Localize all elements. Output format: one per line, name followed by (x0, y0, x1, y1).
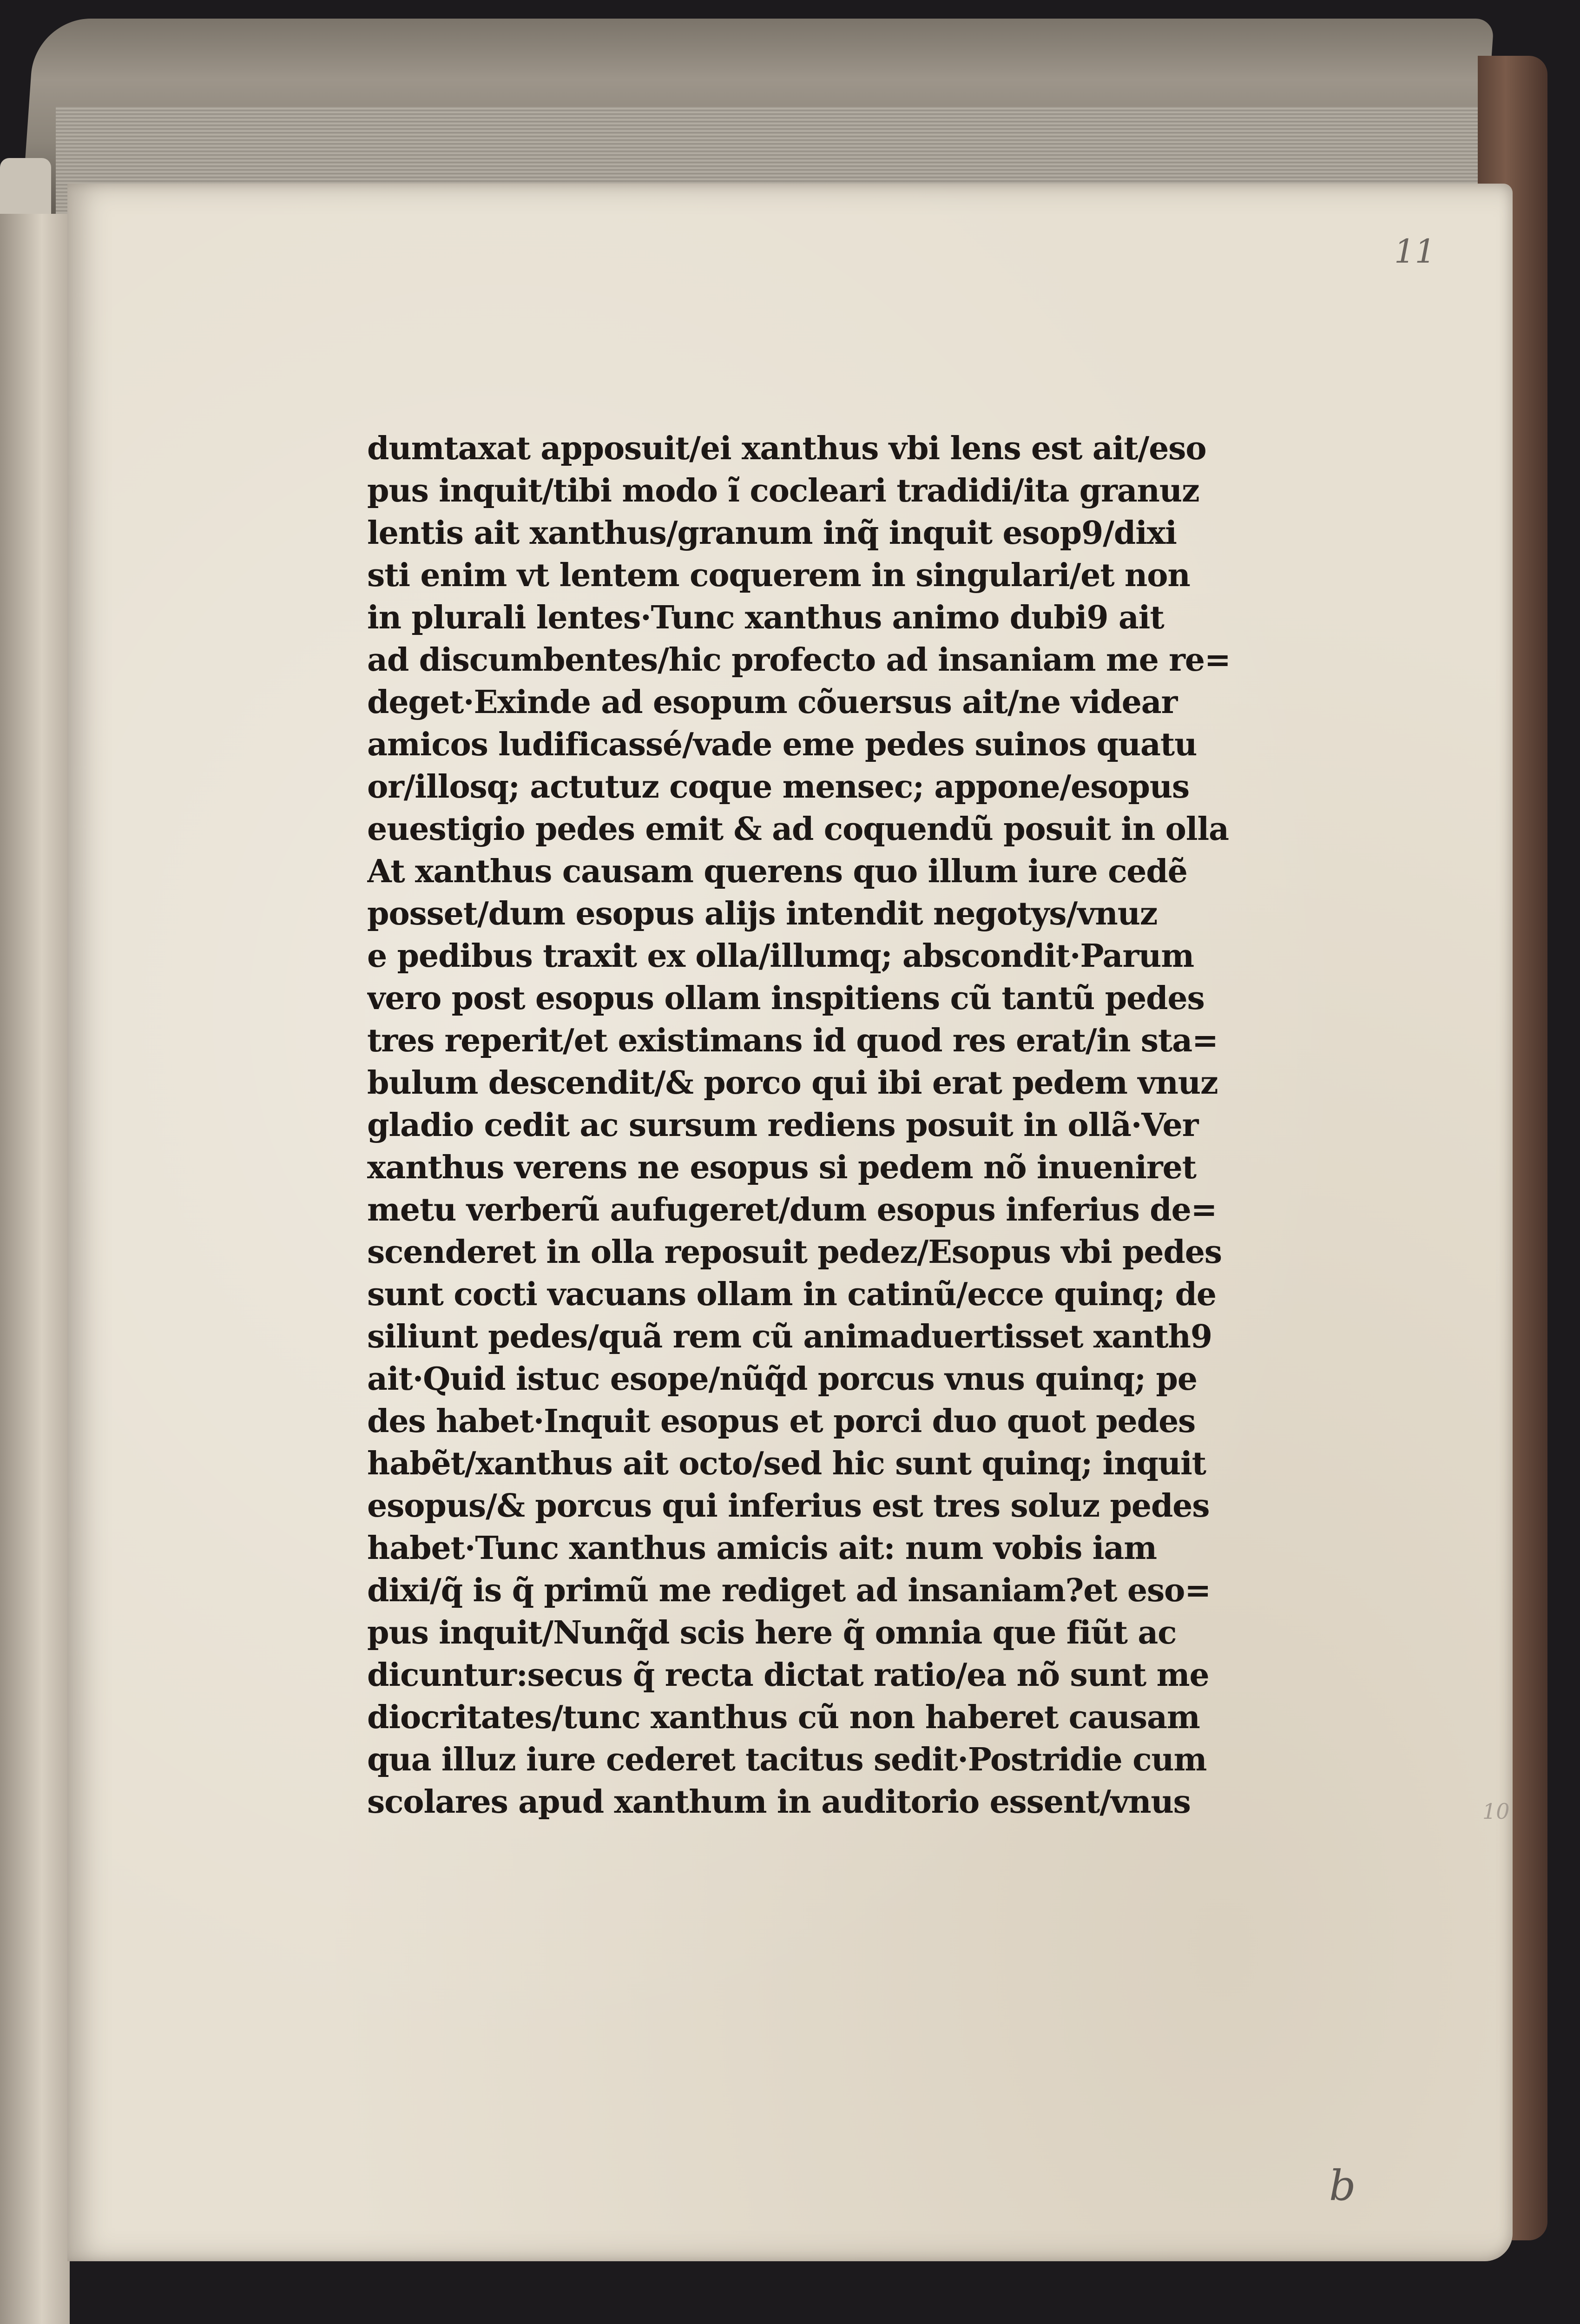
text-line: metu verberũ aufugeret/dum esopus inferius de= (367, 1191, 1217, 1228)
text-line: ait·Quid istuc esope/nũq̃d porcus vnus quinq; pe (367, 1360, 1197, 1398)
text-line: scolares apud xanthum in auditorio essent/vnus (367, 1783, 1191, 1821)
margin-note: 10 (1482, 1799, 1510, 1824)
text-line: xanthus verens ne esopus si pedem nõ inueniret (367, 1149, 1196, 1186)
margin-mark: b (1329, 2161, 1356, 2210)
text-line: sunt cocti vacuans ollam in catinũ/ecce quinq; de (367, 1276, 1216, 1313)
text-line: des habet·Inquit esopus et porci duo quot pedes (367, 1403, 1196, 1440)
text-line: deget·Exinde ad esopum cõuersus ait/ne videar (367, 684, 1178, 721)
text-line: sti enim vt lentem coquerem in singulari/et non (367, 557, 1190, 594)
text-line: tres reperit/et existimans id quod res erat/in sta= (367, 1022, 1218, 1059)
text-line: habẽt/xanthus ait octo/sed hic sunt quinq; inquit (367, 1445, 1206, 1482)
text-line: bulum descendit/& porco qui ibi erat pedem vnuz (367, 1064, 1218, 1102)
text-line: or/illosq; actutuz coque mensec; appone/esopus (367, 768, 1190, 805)
text-line: dicuntur:secus q̃ recta dictat ratio/ea nõ sunt me (367, 1657, 1209, 1694)
text-line: lentis ait xanthus/granum inq̃ inquit esop9/dixi (367, 515, 1177, 552)
text-line: pus inquit/Nunq̃d scis here q̃ omnia que fiũt ac (367, 1614, 1177, 1651)
text-line: siliunt pedes/quã rem cũ animaduertisset xanth9 (367, 1318, 1212, 1355)
text-line: e pedibus traxit ex olla/illumq; abscondit·Parum (367, 938, 1194, 975)
text-block (367, 428, 1236, 1823)
text-line: qua illuz iure cederet tacitus sedit·Postridie cum (367, 1741, 1207, 1778)
text-line: vero post esopus ollam inspitiens cũ tantũ pedes (367, 980, 1205, 1017)
text-line: amicos ludificassé/vade eme pedes suinos quatu (367, 726, 1197, 763)
text-line: pus inquit/tibi modo ĩ cocleari tradidi/ita granuz (367, 472, 1199, 509)
left-page-strip (0, 214, 70, 2324)
text-line: dixi/q̃ is q̃ primũ me rediget ad insaniam?et eso= (367, 1572, 1211, 1609)
text-line: esopus/& porcus qui inferius est tres soluz pedes (367, 1487, 1210, 1525)
text-line: At xanthus causam querens quo illum iure cedẽ (367, 853, 1187, 890)
text-line: gladio cedit ac sursum rediens posuit in ollã·Ver (367, 1107, 1198, 1144)
text-line: euestigio pedes emit & ad coquendũ posuit in olla (367, 811, 1229, 848)
text-line: scenderet in olla reposuit pedez/Esopus vbi pedes (367, 1234, 1222, 1271)
text-line: dumtaxat apposuit/ei xanthus vbi lens est ait/eso (367, 430, 1206, 467)
text-line: posset/dum esopus alijs intendit negotys/vnuz (367, 895, 1158, 932)
text-line: ad discumbentes/hic profecto ad insaniam me re= (367, 641, 1231, 679)
text-line: in plurali lentes·Tunc xanthus animo dubi9 ait (367, 599, 1164, 636)
folio-number: 11 (1394, 232, 1436, 271)
text-line: diocritates/tunc xanthus cũ non haberet causam (367, 1699, 1200, 1736)
text-line: habet·Tunc xanthus amicis ait: num vobis iam (367, 1530, 1157, 1567)
